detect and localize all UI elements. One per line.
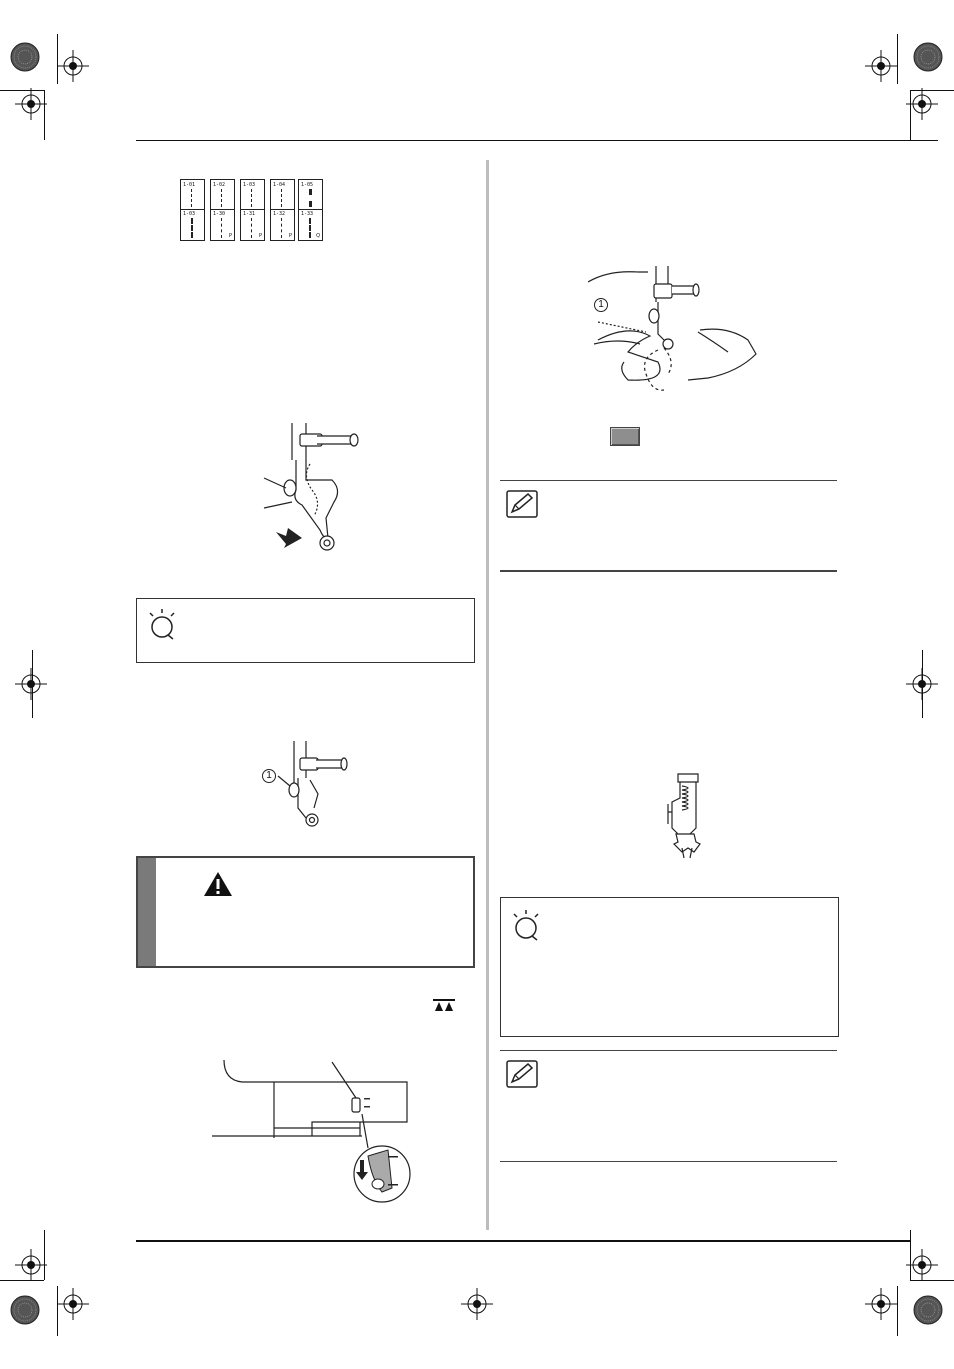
- note-box: [500, 897, 839, 1037]
- feed-dog-lowered-icon: [432, 998, 456, 1012]
- stitch-pattern-card: [270, 179, 295, 241]
- free-motion-hands-illustration: [588, 262, 758, 400]
- pattern-number: 1-01: [183, 182, 196, 188]
- pattern-number: 1-04: [273, 182, 286, 188]
- pattern-number: 1-03: [183, 211, 196, 217]
- memo-top-rule: [500, 1050, 837, 1051]
- pattern-number: 1-32: [273, 211, 286, 217]
- pattern-number: 1-02: [213, 182, 226, 188]
- tip-bulb-icon: [145, 607, 179, 641]
- header-rule: [136, 140, 938, 141]
- stitch-pattern-card: [210, 179, 235, 241]
- footer-rule: [136, 1240, 911, 1242]
- pattern-number: 1-03: [243, 182, 256, 188]
- callout-number: 1: [594, 298, 608, 312]
- presser-foot-attach-illustration: [262, 420, 372, 555]
- memo-top-rule: [500, 480, 837, 481]
- column-divider: [486, 160, 489, 1230]
- pattern-number: 1-05: [301, 182, 314, 188]
- pattern-suffix: Q: [316, 233, 320, 239]
- memo-pencil-icon: [506, 1060, 538, 1088]
- pattern-suffix: P: [258, 233, 262, 239]
- pattern-number: 1-30: [213, 211, 226, 217]
- caution-side-bar: [138, 858, 156, 966]
- pattern-number: 1-31: [243, 211, 256, 217]
- stitch-pattern-card: [298, 179, 323, 241]
- drop-feed-lever-illustration: [212, 1060, 412, 1206]
- note-box: [136, 598, 475, 663]
- tip-bulb-icon: [509, 908, 543, 942]
- memo-bottom-rule: [500, 570, 837, 572]
- stitch-pattern-card: [180, 179, 205, 241]
- callout-number: 1: [262, 769, 276, 783]
- pattern-number: 1-33: [301, 211, 314, 217]
- memo-bottom-rule: [500, 1161, 837, 1162]
- memo-pencil-icon: [506, 490, 538, 518]
- needle-bar-illustration: [258, 738, 358, 830]
- pattern-suffix: P: [228, 233, 232, 239]
- pattern-suffix: P: [288, 233, 292, 239]
- free-motion-button-icon: [610, 427, 640, 446]
- stitch-pattern-card: [240, 179, 265, 241]
- caution-triangle-icon: [202, 870, 234, 898]
- caution-box: [136, 856, 475, 968]
- quilting-foot-illustration: [660, 768, 716, 864]
